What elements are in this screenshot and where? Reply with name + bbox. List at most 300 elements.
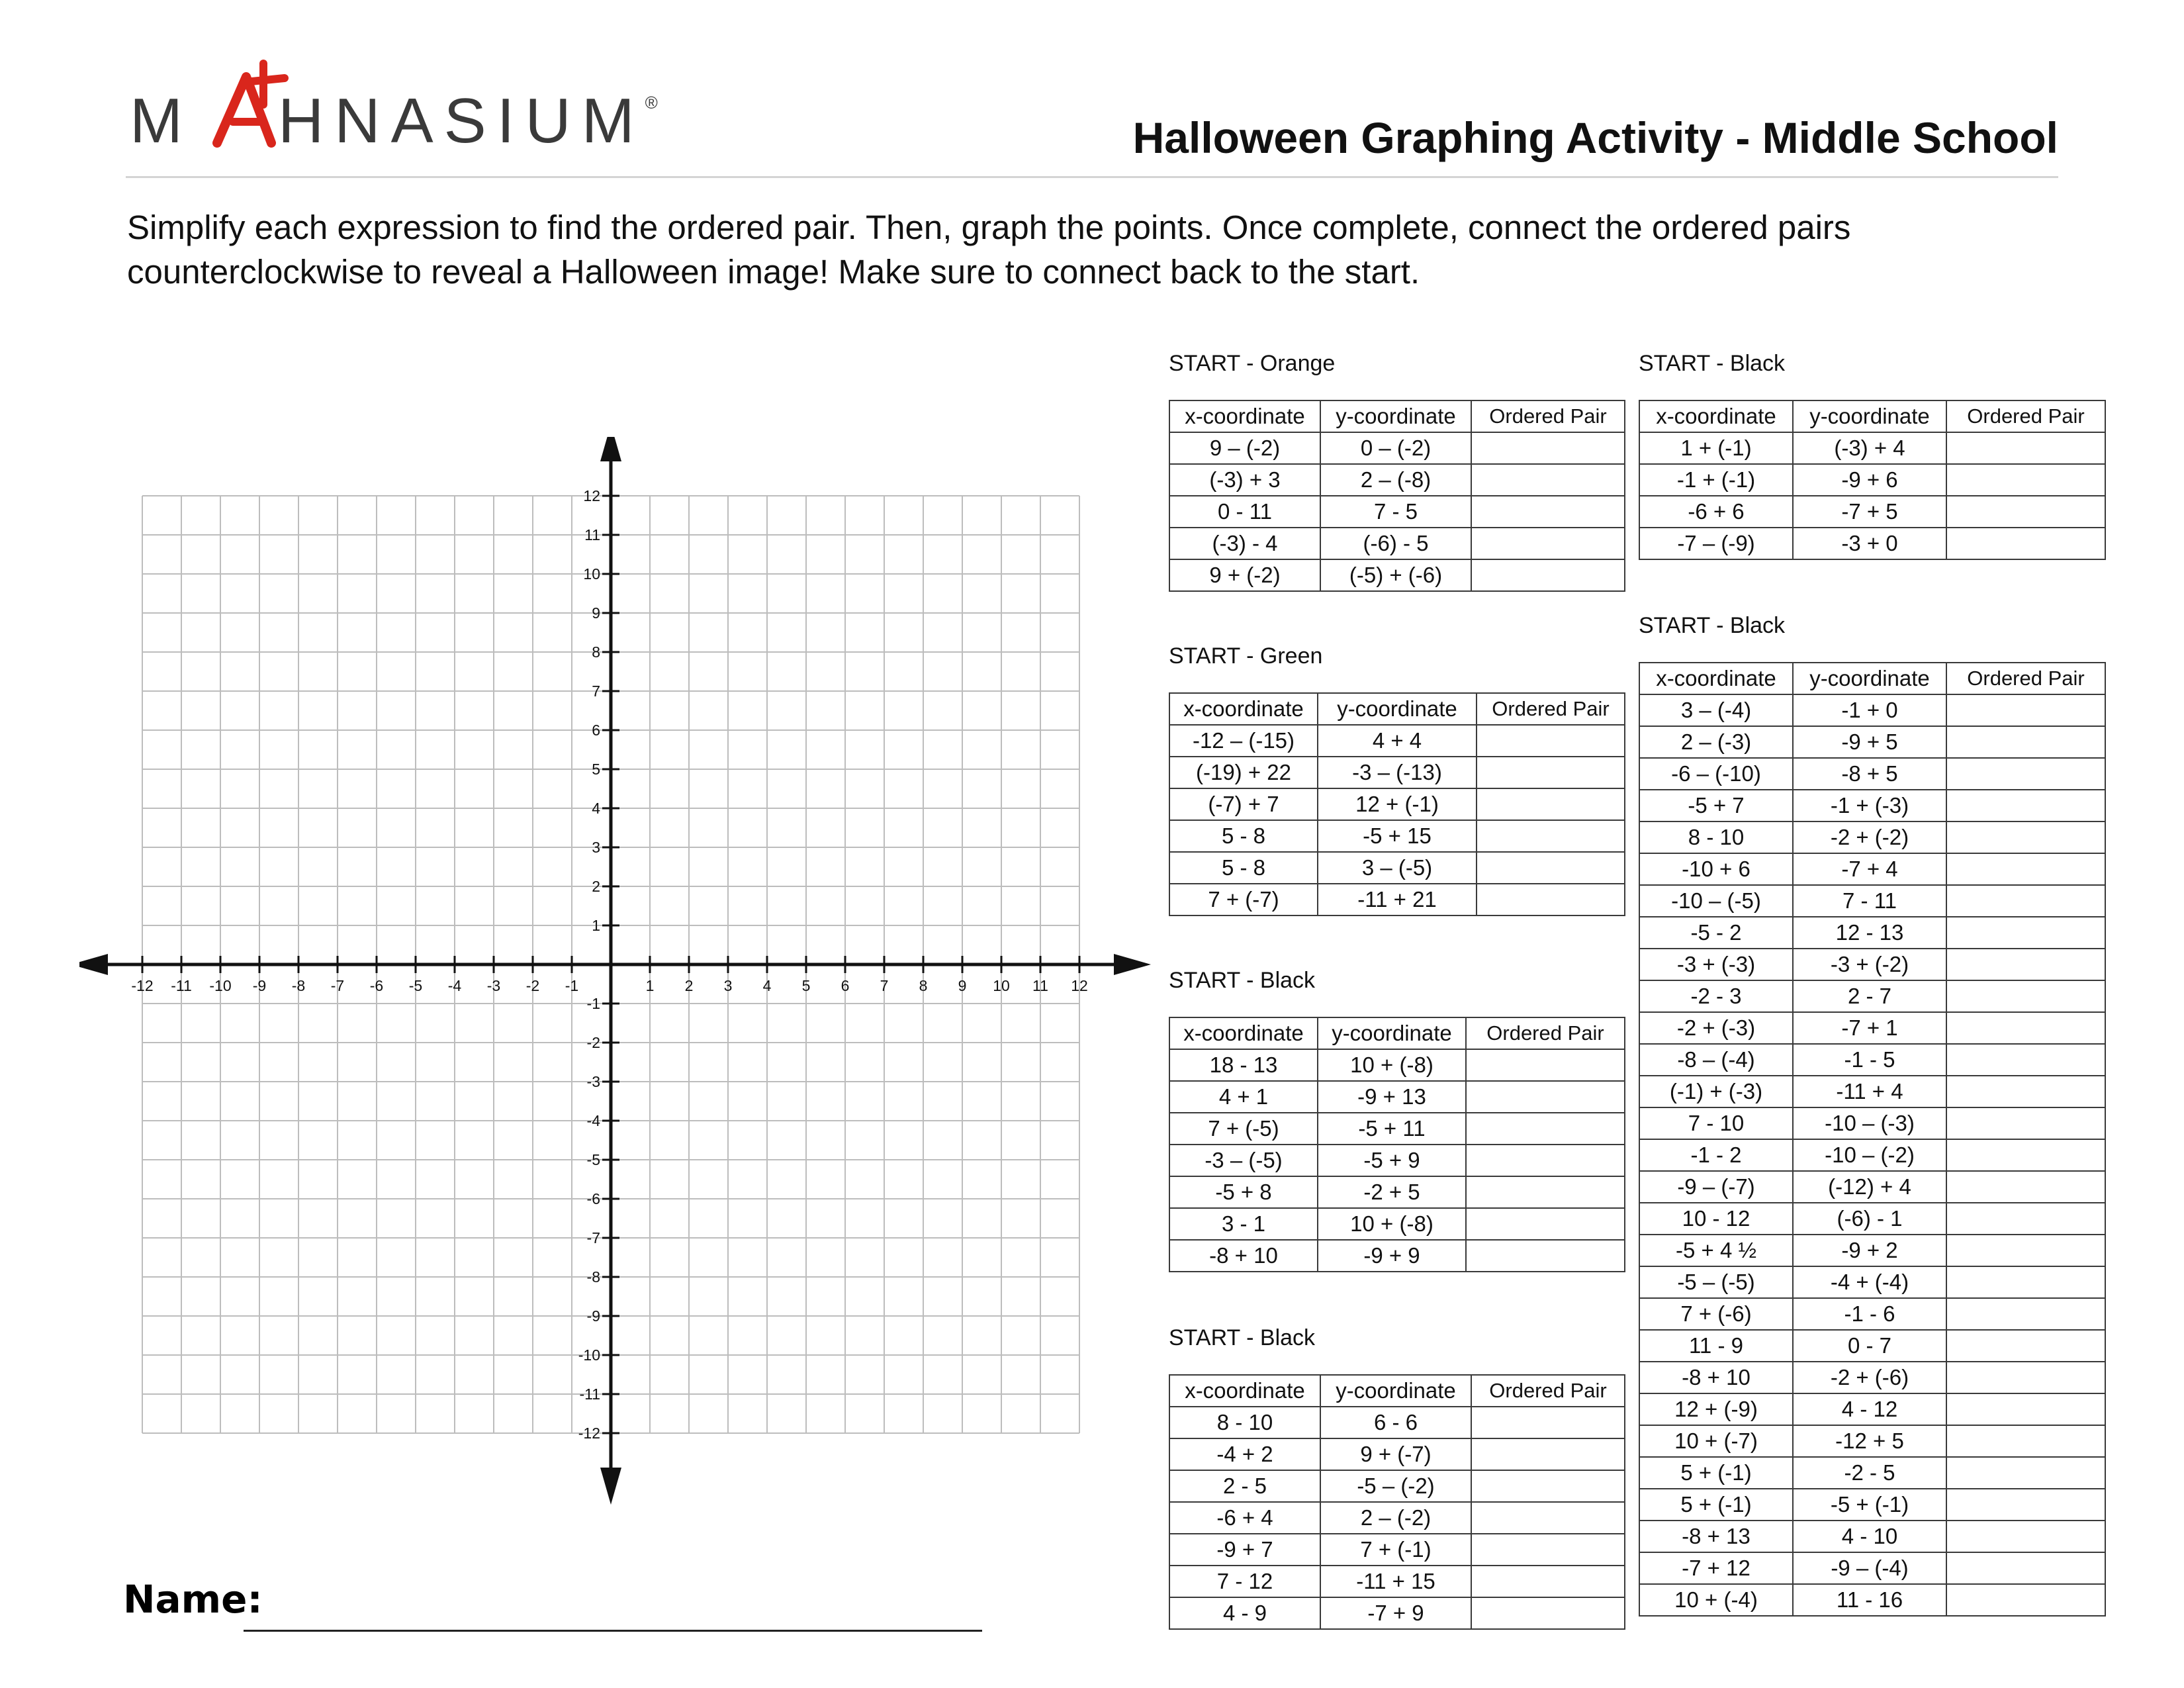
right-arrow-icon xyxy=(1114,954,1151,975)
y-expression: -3 – (-13) xyxy=(1318,757,1477,788)
x-expression: 10 + (-4) xyxy=(1639,1584,1793,1616)
table-row xyxy=(1169,559,1625,591)
ordered-pair-answer[interactable] xyxy=(1946,1584,2105,1616)
table-row xyxy=(1639,1012,2105,1044)
y-tick-label: 3 xyxy=(592,839,600,856)
ordered-pair-answer[interactable] xyxy=(1477,788,1625,820)
table-row xyxy=(1169,1113,1625,1145)
table-row xyxy=(1639,1171,2105,1203)
y-expression: 4 + 4 xyxy=(1318,725,1477,757)
x-expression: 2 - 5 xyxy=(1169,1470,1320,1502)
y-expression: (-6) - 5 xyxy=(1320,528,1471,559)
y-coordinate-header: y-coordinate xyxy=(1320,400,1471,432)
y-tick-label: -10 xyxy=(578,1346,600,1364)
y-expression: -9 + 2 xyxy=(1793,1235,1946,1266)
y-tick-label: 5 xyxy=(592,761,600,778)
x-expression: (-1) + (-3) xyxy=(1639,1076,1793,1107)
table-title: START - Black xyxy=(1169,968,1316,993)
ordered-pair-answer[interactable] xyxy=(1946,1203,2105,1235)
table-row xyxy=(1169,528,1625,559)
x-expression: 8 - 10 xyxy=(1639,821,1793,853)
logo-letters-start: M xyxy=(130,85,193,156)
coordinate-table xyxy=(1169,400,1625,592)
y-expression: -1 - 6 xyxy=(1793,1298,1946,1330)
y-tick-label: -6 xyxy=(586,1190,600,1207)
ordered-pair-answer[interactable] xyxy=(1477,725,1625,757)
x-tick-label: 10 xyxy=(993,977,1010,994)
y-expression: -5 – (-2) xyxy=(1320,1470,1471,1502)
x-expression: -8 + 13 xyxy=(1639,1521,1793,1552)
x-tick-label: 5 xyxy=(801,977,811,994)
table-row xyxy=(1169,725,1625,757)
table-row xyxy=(1639,790,2105,821)
x-expression: -5 – (-5) xyxy=(1639,1266,1793,1298)
ordered-pair-answer[interactable] xyxy=(1471,559,1625,591)
y-expression: -5 + (-1) xyxy=(1793,1489,1946,1521)
ordered-pair-answer[interactable] xyxy=(1466,1113,1625,1145)
x-expression: 2 – (-3) xyxy=(1639,726,1793,758)
x-expression: 5 + (-1) xyxy=(1639,1457,1793,1489)
table-row xyxy=(1169,1176,1625,1208)
x-expression: 7 + (-6) xyxy=(1639,1298,1793,1330)
x-expression: 9 + (-2) xyxy=(1169,559,1320,591)
ordered-pair-header: Ordered Pair xyxy=(1471,400,1625,432)
x-expression: 7 + (-5) xyxy=(1169,1113,1318,1145)
ordered-pair-answer[interactable] xyxy=(1946,980,2105,1012)
x-expression: 4 - 9 xyxy=(1169,1597,1320,1629)
x-expression: 10 - 12 xyxy=(1639,1203,1793,1235)
x-expression: -2 + (-3) xyxy=(1639,1012,1793,1044)
x-expression: -5 + 7 xyxy=(1639,790,1793,821)
x-tick-label: -10 xyxy=(209,977,232,994)
table-row xyxy=(1639,1393,2105,1425)
x-expression: -8 + 10 xyxy=(1169,1240,1318,1272)
y-expression: 7 + (-1) xyxy=(1320,1534,1471,1566)
ordered-pair-answer[interactable] xyxy=(1946,726,2105,758)
ordered-pair-answer[interactable] xyxy=(1466,1208,1625,1240)
instructions: Simplify each expression to find the ordered pair. Then, graph the points. Once complete, connect the ordered pairs counterclockwise to reveal a Halloween image! Make sure to connect back to the start. xyxy=(127,209,1851,291)
y-expression: -1 - 5 xyxy=(1793,1044,1946,1076)
y-expression: -5 + 11 xyxy=(1318,1113,1466,1145)
ordered-pair-answer[interactable] xyxy=(1471,1438,1625,1470)
x-expression: -3 – (-5) xyxy=(1169,1145,1318,1176)
y-expression: -8 + 5 xyxy=(1793,758,1946,790)
ordered-pair-answer[interactable] xyxy=(1477,852,1625,884)
x-tick-label: 2 xyxy=(684,977,694,994)
ordered-pair-answer[interactable] xyxy=(1946,1266,2105,1298)
y-expression: 12 - 13 xyxy=(1793,917,1946,949)
x-tick-label: 3 xyxy=(723,977,733,994)
table-row xyxy=(1639,1235,2105,1266)
ordered-pair-answer[interactable] xyxy=(1946,758,2105,790)
y-expression: -11 + 15 xyxy=(1320,1566,1471,1597)
ordered-pair-answer[interactable] xyxy=(1471,1502,1625,1534)
ordered-pair-answer[interactable] xyxy=(1471,464,1625,496)
x-expression: 4 + 1 xyxy=(1169,1081,1318,1113)
table-row xyxy=(1639,1107,2105,1139)
x-expression: 5 - 8 xyxy=(1169,820,1318,852)
ordered-pair-answer[interactable] xyxy=(1477,757,1625,788)
x-coordinate-header: x-coordinate xyxy=(1169,400,1320,432)
table-row xyxy=(1169,432,1625,464)
x-expression: 7 + (-7) xyxy=(1169,884,1318,915)
table-row xyxy=(1639,853,2105,885)
x-expression: -6 + 4 xyxy=(1169,1502,1320,1534)
x-tick-label: -9 xyxy=(252,977,267,994)
ordered-pair-answer[interactable] xyxy=(1471,1534,1625,1566)
table-row xyxy=(1639,885,2105,917)
x-expression: 5 - 8 xyxy=(1169,852,1318,884)
x-expression: 9 – (-2) xyxy=(1169,432,1320,464)
ordered-pair-answer[interactable] xyxy=(1946,464,2105,496)
name-input-line[interactable] xyxy=(244,1630,982,1632)
down-arrow-icon xyxy=(600,1468,621,1505)
x-expression: -5 + 4 ½ xyxy=(1639,1235,1793,1266)
ordered-pair-answer[interactable] xyxy=(1946,496,2105,528)
y-expression: -2 + 5 xyxy=(1318,1176,1466,1208)
table-row xyxy=(1639,726,2105,758)
coordinate-table xyxy=(1169,692,1625,916)
y-tick-label: 8 xyxy=(592,643,600,661)
logo-letters-end: HNASIUM xyxy=(277,85,645,156)
x-expression: 0 - 11 xyxy=(1169,496,1320,528)
x-expression: 1 + (-1) xyxy=(1639,432,1793,464)
x-expression: 5 + (-1) xyxy=(1639,1489,1793,1521)
table-row xyxy=(1169,788,1625,820)
x-expression: (-3) + 3 xyxy=(1169,464,1320,496)
y-expression: -11 + 4 xyxy=(1793,1076,1946,1107)
table-row xyxy=(1639,1489,2105,1521)
table-title: START - Black xyxy=(1639,351,1786,376)
left-arrow-icon xyxy=(79,954,108,975)
y-expression: -2 + (-2) xyxy=(1793,821,1946,853)
x-expression: -10 + 6 xyxy=(1639,853,1793,885)
y-expression: -3 + 0 xyxy=(1793,528,1946,559)
y-tick-label: -4 xyxy=(586,1112,600,1129)
table-row xyxy=(1639,1076,2105,1107)
up-arrow-icon xyxy=(600,437,621,461)
y-expression: -5 + 9 xyxy=(1318,1145,1466,1176)
table-row xyxy=(1639,432,2105,464)
x-expression: 8 - 10 xyxy=(1169,1407,1320,1438)
table-row xyxy=(1639,980,2105,1012)
x-expression: -1 - 2 xyxy=(1639,1139,1793,1171)
x-tick-label: -8 xyxy=(291,977,306,994)
ordered-pair-answer[interactable] xyxy=(1946,1489,2105,1521)
y-tick-label: 12 xyxy=(583,487,600,504)
y-expression: -7 + 1 xyxy=(1793,1012,1946,1044)
ordered-pair-answer[interactable] xyxy=(1946,1076,2105,1107)
y-tick-label: 9 xyxy=(592,604,600,622)
x-expression: -7 – (-9) xyxy=(1639,528,1793,559)
y-expression: 0 - 7 xyxy=(1793,1330,1946,1362)
y-coordinate-header: y-coordinate xyxy=(1793,400,1946,432)
table-row xyxy=(1639,821,2105,853)
ordered-pair-answer[interactable] xyxy=(1946,1457,2105,1489)
y-expression: 2 - 7 xyxy=(1793,980,1946,1012)
table-row xyxy=(1169,1081,1625,1113)
x-tick-label: 12 xyxy=(1071,977,1088,994)
y-expression: -12 + 5 xyxy=(1793,1425,1946,1457)
table-row xyxy=(1639,1044,2105,1076)
x-tick-label: 6 xyxy=(841,977,850,994)
y-expression: 4 - 12 xyxy=(1793,1393,1946,1425)
table-row xyxy=(1169,1049,1625,1081)
table-row xyxy=(1639,528,2105,559)
x-expression: -12 – (-15) xyxy=(1169,725,1318,757)
table-row xyxy=(1169,1240,1625,1272)
y-expression: -1 + 0 xyxy=(1793,694,1946,726)
y-expression: 9 + (-7) xyxy=(1320,1438,1471,1470)
x-tick-label: -6 xyxy=(369,977,384,994)
y-tick-label: -9 xyxy=(586,1307,600,1325)
x-expression: 3 – (-4) xyxy=(1639,694,1793,726)
x-expression: -5 + 8 xyxy=(1169,1176,1318,1208)
y-coordinate-header: y-coordinate xyxy=(1320,1375,1471,1407)
ordered-pair-answer[interactable] xyxy=(1946,1393,2105,1425)
y-expression: (-3) + 4 xyxy=(1793,432,1946,464)
ordered-pair-answer[interactable] xyxy=(1466,1240,1625,1272)
coordinate-table xyxy=(1639,662,2106,1617)
ordered-pair-answer[interactable] xyxy=(1946,1139,2105,1171)
red-plus-a-logo-icon xyxy=(203,58,302,158)
x-tick-label: -4 xyxy=(447,977,462,994)
y-tick-label: 7 xyxy=(592,682,600,700)
x-expression: -9 – (-7) xyxy=(1639,1171,1793,1203)
x-tick-label: 9 xyxy=(958,977,967,994)
ordered-pair-answer[interactable] xyxy=(1466,1145,1625,1176)
y-tick-label: 10 xyxy=(583,565,600,583)
table-row xyxy=(1639,758,2105,790)
y-tick-label: -5 xyxy=(586,1151,600,1168)
ordered-pair-answer[interactable] xyxy=(1466,1081,1625,1113)
y-tick-label: 6 xyxy=(592,722,600,739)
ordered-pair-answer[interactable] xyxy=(1946,1107,2105,1139)
x-expression: -6 + 6 xyxy=(1639,496,1793,528)
y-expression: (-12) + 4 xyxy=(1793,1171,1946,1203)
ordered-pair-answer[interactable] xyxy=(1946,1362,2105,1393)
table-row xyxy=(1169,464,1625,496)
y-expression: -10 – (-2) xyxy=(1793,1139,1946,1171)
x-expression: -10 – (-5) xyxy=(1639,885,1793,917)
x-expression: (-7) + 7 xyxy=(1169,788,1318,820)
table-title: START - Black xyxy=(1639,613,1786,638)
y-expression: 10 + (-8) xyxy=(1318,1049,1466,1081)
ordered-pair-answer[interactable] xyxy=(1466,1176,1625,1208)
table-row xyxy=(1639,1521,2105,1552)
x-tick-label: 8 xyxy=(919,977,928,994)
ordered-pair-answer[interactable] xyxy=(1946,432,2105,464)
x-expression: -5 - 2 xyxy=(1639,917,1793,949)
y-expression: -4 + (-4) xyxy=(1793,1266,1946,1298)
ordered-pair-answer[interactable] xyxy=(1946,1235,2105,1266)
table-title: START - Orange xyxy=(1169,351,1336,376)
table-row xyxy=(1639,949,2105,980)
table-row xyxy=(1639,1139,2105,1171)
y-expression: -9 + 6 xyxy=(1793,464,1946,496)
table-row xyxy=(1639,1425,2105,1457)
ordered-pair-header: Ordered Pair xyxy=(1946,663,2105,694)
x-expression: -4 + 2 xyxy=(1169,1438,1320,1470)
table-row xyxy=(1169,1407,1625,1438)
table-row xyxy=(1169,852,1625,884)
x-coordinate-header: x-coordinate xyxy=(1169,1017,1318,1049)
y-tick-label: -1 xyxy=(586,995,600,1012)
ordered-pair-header: Ordered Pair xyxy=(1477,693,1625,725)
x-tick-label: -11 xyxy=(171,977,192,994)
table-row xyxy=(1169,820,1625,852)
table-row xyxy=(1639,1266,2105,1298)
ordered-pair-answer[interactable] xyxy=(1946,528,2105,559)
y-expression: -2 - 5 xyxy=(1793,1457,1946,1489)
ordered-pair-answer[interactable] xyxy=(1471,1597,1625,1629)
table-row xyxy=(1639,464,2105,496)
ordered-pair-answer[interactable] xyxy=(1946,949,2105,980)
x-expression: 7 - 12 xyxy=(1169,1566,1320,1597)
ordered-pair-answer[interactable] xyxy=(1946,1521,2105,1552)
ordered-pair-answer[interactable] xyxy=(1466,1049,1625,1081)
ordered-pair-answer[interactable] xyxy=(1946,821,2105,853)
registered-mark: ® xyxy=(645,93,658,113)
table-row xyxy=(1639,1203,2105,1235)
x-expression: 12 + (-9) xyxy=(1639,1393,1793,1425)
y-expression: 10 + (-8) xyxy=(1318,1208,1466,1240)
x-tick-label: 11 xyxy=(1032,977,1048,994)
y-expression: (-5) + (-6) xyxy=(1320,559,1471,591)
ordered-pair-answer[interactable] xyxy=(1946,1012,2105,1044)
ordered-pair-header: Ordered Pair xyxy=(1946,400,2105,432)
y-expression: 7 - 5 xyxy=(1320,496,1471,528)
x-expression: 18 - 13 xyxy=(1169,1049,1318,1081)
y-expression: -5 + 15 xyxy=(1318,820,1477,852)
table-row xyxy=(1169,1208,1625,1240)
y-expression: -9 + 13 xyxy=(1318,1081,1466,1113)
y-expression: 4 - 10 xyxy=(1793,1521,1946,1552)
table-row xyxy=(1169,1566,1625,1597)
ordered-pair-answer[interactable] xyxy=(1946,1425,2105,1457)
table-row xyxy=(1639,694,2105,726)
ordered-pair-answer[interactable] xyxy=(1471,528,1625,559)
y-tick-label: -11 xyxy=(579,1385,600,1403)
ordered-pair-answer[interactable] xyxy=(1946,1552,2105,1584)
x-expression: 11 - 9 xyxy=(1639,1330,1793,1362)
table-row xyxy=(1169,757,1625,788)
table-row xyxy=(1169,1438,1625,1470)
y-expression: -11 + 21 xyxy=(1318,884,1477,915)
x-coordinate-header: x-coordinate xyxy=(1169,693,1318,725)
table-row xyxy=(1169,1502,1625,1534)
ordered-pair-answer[interactable] xyxy=(1946,1330,2105,1362)
x-tick-label: 4 xyxy=(762,977,772,994)
y-expression: 0 – (-2) xyxy=(1320,432,1471,464)
table-title: START - Green xyxy=(1169,643,1323,669)
y-coordinate-header: y-coordinate xyxy=(1318,1017,1466,1049)
y-expression: -7 + 5 xyxy=(1793,496,1946,528)
y-expression: 2 – (-8) xyxy=(1320,464,1471,496)
ordered-pair-answer[interactable] xyxy=(1471,1470,1625,1502)
y-tick-label: -7 xyxy=(586,1229,600,1246)
y-tick-label: 1 xyxy=(592,917,600,934)
table-row xyxy=(1639,1584,2105,1616)
x-coordinate-header: x-coordinate xyxy=(1169,1375,1320,1407)
x-expression: (-3) - 4 xyxy=(1169,528,1320,559)
y-expression: 12 + (-1) xyxy=(1318,788,1477,820)
ordered-pair-answer[interactable] xyxy=(1946,1171,2105,1203)
y-expression: 2 – (-2) xyxy=(1320,1502,1471,1534)
y-tick-label: -12 xyxy=(578,1425,600,1442)
x-expression: (-19) + 22 xyxy=(1169,757,1318,788)
x-tick-label: -7 xyxy=(330,977,345,994)
y-expression: 3 – (-5) xyxy=(1318,852,1477,884)
ordered-pair-header: Ordered Pair xyxy=(1466,1017,1625,1049)
coordinate-table xyxy=(1639,400,2106,560)
y-expression: -1 + (-3) xyxy=(1793,790,1946,821)
ordered-pair-answer[interactable] xyxy=(1471,432,1625,464)
ordered-pair-answer[interactable] xyxy=(1946,885,2105,917)
table-row xyxy=(1639,1552,2105,1584)
y-expression: -10 – (-3) xyxy=(1793,1107,1946,1139)
x-expression: -8 – (-4) xyxy=(1639,1044,1793,1076)
ordered-pair-answer[interactable] xyxy=(1946,917,2105,949)
y-expression: -9 + 9 xyxy=(1318,1240,1466,1272)
ordered-pair-header: Ordered Pair xyxy=(1471,1375,1625,1407)
table-row xyxy=(1639,1457,2105,1489)
y-tick-label: -2 xyxy=(586,1034,600,1051)
y-expression: -7 + 9 xyxy=(1320,1597,1471,1629)
y-expression: 11 - 16 xyxy=(1793,1584,1946,1616)
table-row xyxy=(1169,1597,1625,1629)
table-row xyxy=(1639,1362,2105,1393)
ordered-pair-answer[interactable] xyxy=(1471,1407,1625,1438)
x-expression: -1 + (-1) xyxy=(1639,464,1793,496)
x-tick-label: -5 xyxy=(408,977,423,994)
x-coordinate-header: x-coordinate xyxy=(1639,400,1793,432)
x-tick-label: -3 xyxy=(486,977,501,994)
ordered-pair-answer[interactable] xyxy=(1471,1566,1625,1597)
x-expression: -2 - 3 xyxy=(1639,980,1793,1012)
name-label: Name: xyxy=(123,1577,263,1622)
y-expression: (-6) - 1 xyxy=(1793,1203,1946,1235)
y-expression: -2 + (-6) xyxy=(1793,1362,1946,1393)
x-expression: -9 + 7 xyxy=(1169,1534,1320,1566)
ordered-pair-answer[interactable] xyxy=(1946,853,2105,885)
x-expression: 10 + (-7) xyxy=(1639,1425,1793,1457)
ordered-pair-answer[interactable] xyxy=(1946,694,2105,726)
ordered-pair-answer[interactable] xyxy=(1946,790,2105,821)
y-expression: -9 – (-4) xyxy=(1793,1552,1946,1584)
y-tick-label: 2 xyxy=(592,878,600,895)
ordered-pair-answer[interactable] xyxy=(1946,1044,2105,1076)
table-row xyxy=(1169,1145,1625,1176)
x-tick-label: 1 xyxy=(645,977,655,994)
x-expression: 3 - 1 xyxy=(1169,1208,1318,1240)
y-expression: -3 + (-2) xyxy=(1793,949,1946,980)
y-coordinate-header: y-coordinate xyxy=(1793,663,1946,694)
table-title: START - Black xyxy=(1169,1325,1316,1350)
table-row xyxy=(1169,884,1625,915)
ordered-pair-answer[interactable] xyxy=(1477,884,1625,915)
y-tick-label: 11 xyxy=(584,526,600,543)
x-expression: -6 – (-10) xyxy=(1639,758,1793,790)
coordinate-plane[interactable] xyxy=(79,437,1158,1523)
ordered-pair-answer[interactable] xyxy=(1471,496,1625,528)
coordinate-table xyxy=(1169,1017,1625,1272)
x-coordinate-header: x-coordinate xyxy=(1639,663,1793,694)
ordered-pair-answer[interactable] xyxy=(1477,820,1625,852)
table-row xyxy=(1169,1534,1625,1566)
y-tick-label: -3 xyxy=(586,1073,600,1090)
ordered-pair-answer[interactable] xyxy=(1946,1298,2105,1330)
